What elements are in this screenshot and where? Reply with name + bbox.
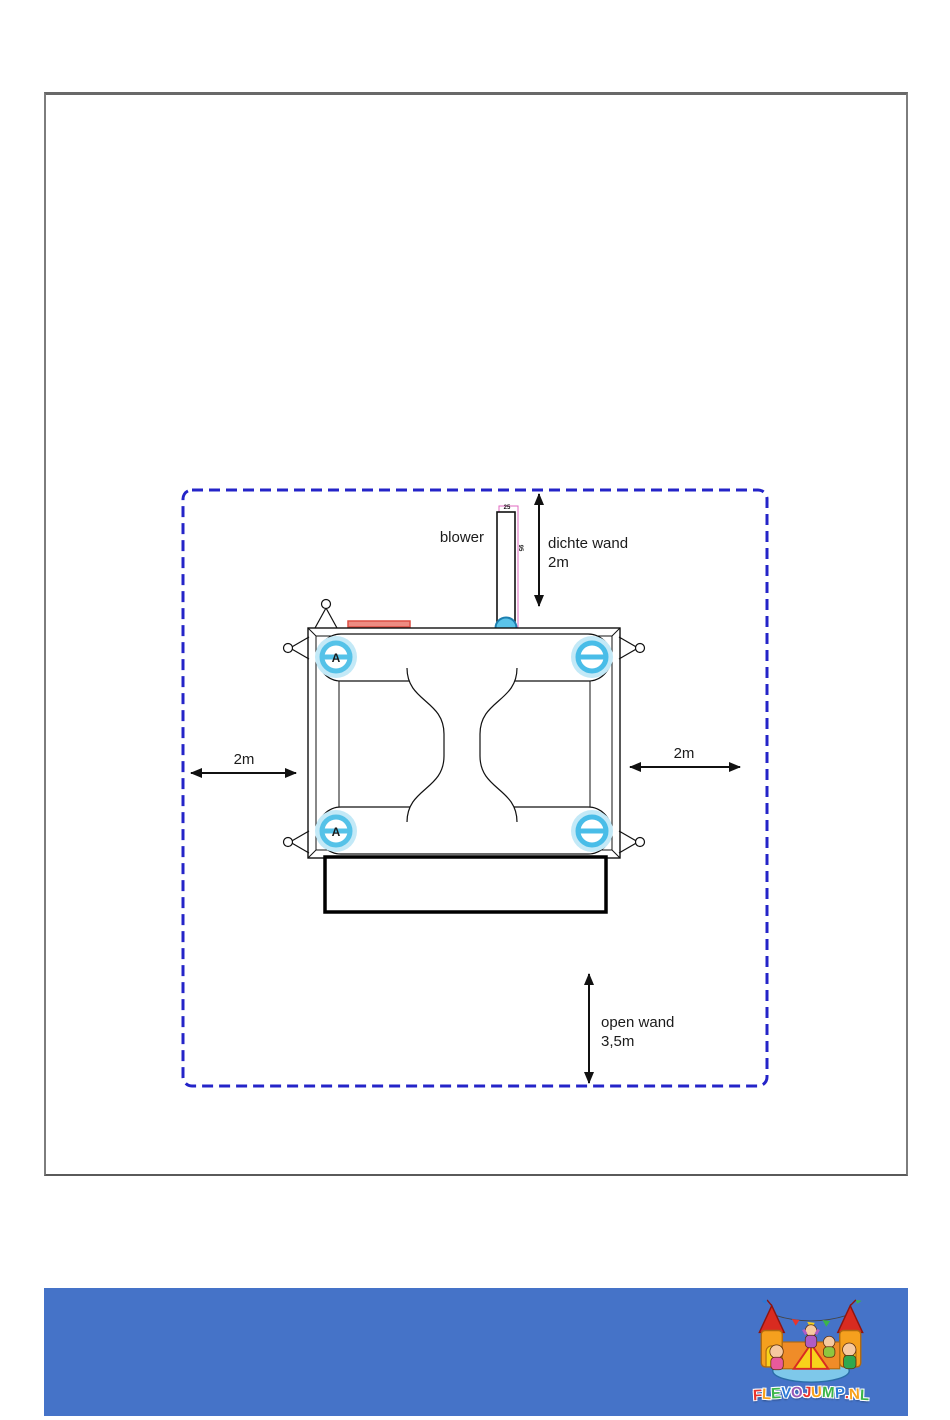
fan-marker-glyph: A <box>331 825 341 839</box>
red-strip-marker <box>348 621 410 627</box>
fan-circle-top-right <box>571 636 613 678</box>
label-right-clearance: 2m <box>673 745 695 762</box>
blower-tube <box>497 512 515 627</box>
label-dichte-wand: dichte wand <box>548 535 629 552</box>
label-open-wand: open wand <box>601 1014 675 1031</box>
label-left-clearance: 2m <box>233 751 255 768</box>
anchor-stake-left-bottom <box>284 831 310 853</box>
logo-text: F L E V O J U M P . N L <box>752 1383 870 1405</box>
bounce-castle-illustration <box>752 1298 870 1386</box>
anchor-stake-right-bottom <box>619 831 645 853</box>
blower-dim-top-label: 25 <box>503 505 511 511</box>
footer-banner <box>44 1288 908 1416</box>
flevojump-logo <box>750 1298 872 1406</box>
anchor-stake-right-top <box>619 637 645 659</box>
label-blower: blower <box>439 529 484 546</box>
blower-dim-side-label: 95 <box>517 544 523 552</box>
fan-circle-bottom-right <box>571 810 613 852</box>
fan-circle-bottom-left <box>315 810 357 852</box>
label-open-wand-value: 3,5m <box>601 1033 635 1050</box>
label-dichte-wand-value: 2m <box>548 554 569 571</box>
fan-marker-glyph: A <box>331 651 341 665</box>
anchor-stake-left-top <box>284 637 310 659</box>
fan-circle-top-left <box>315 636 357 678</box>
blower-assembly <box>496 505 524 639</box>
anchor-stake-top <box>315 600 337 629</box>
entrance-mat <box>325 857 606 912</box>
